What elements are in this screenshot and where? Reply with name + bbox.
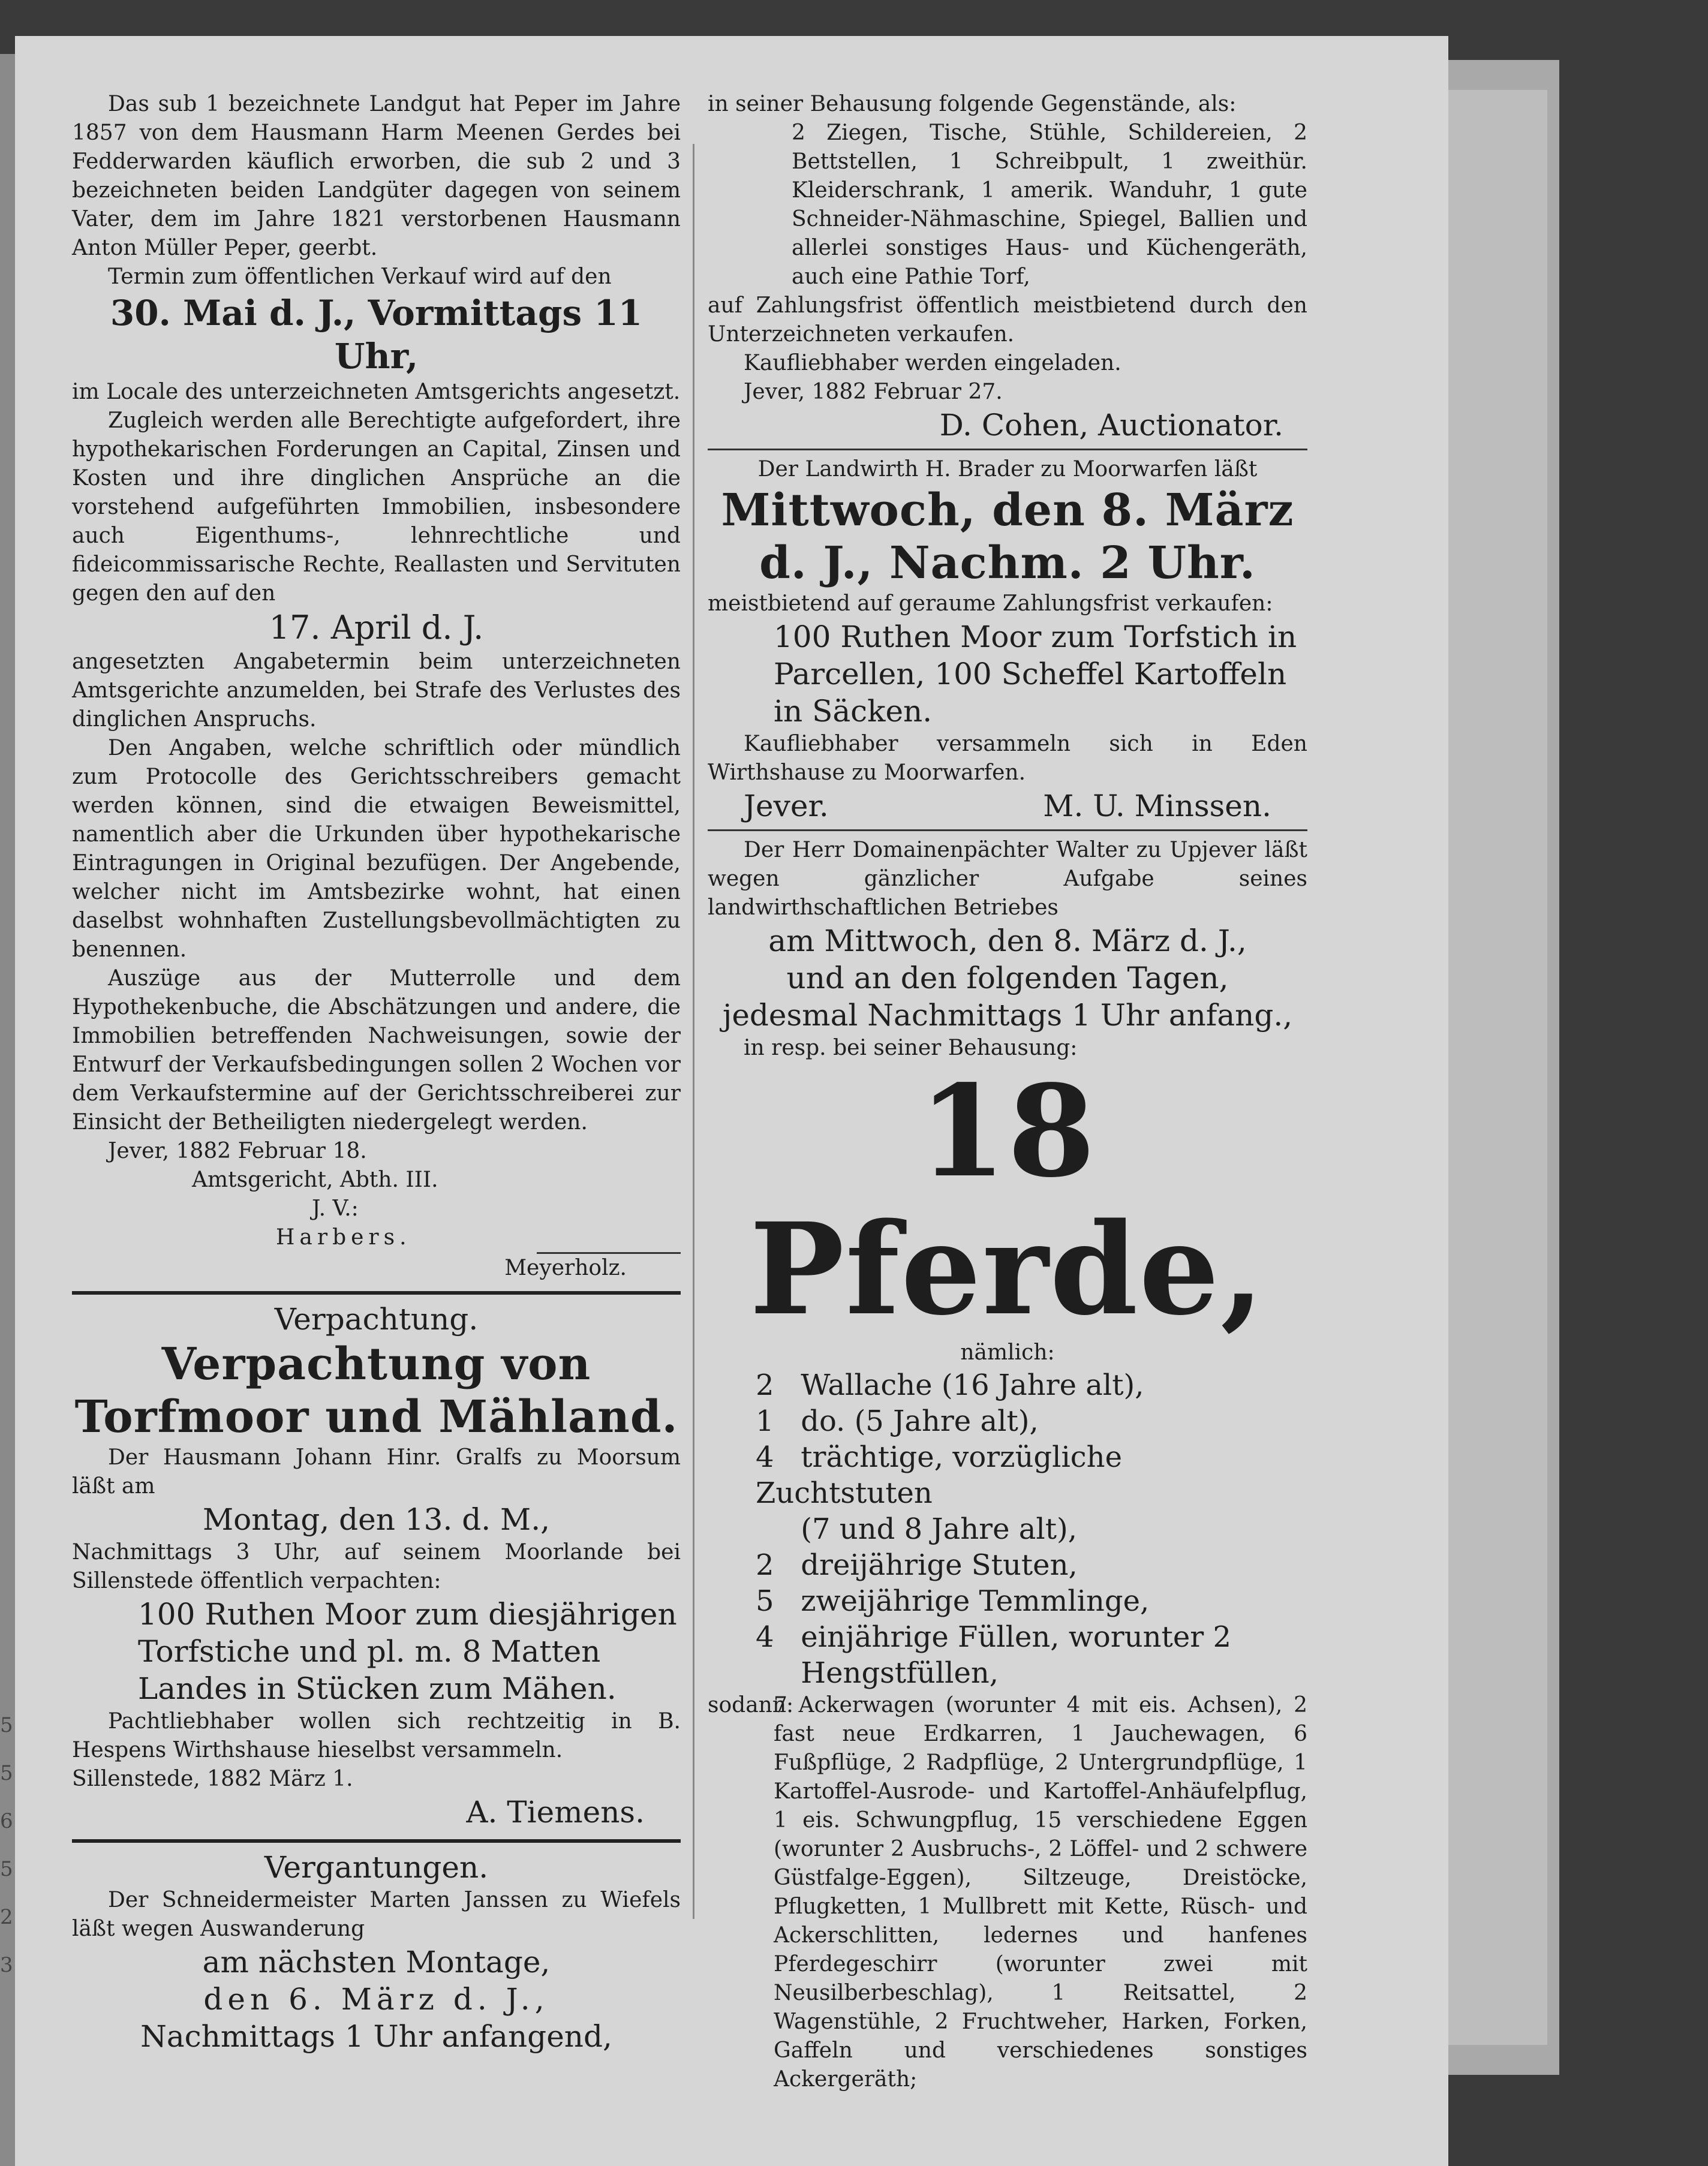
auction-date: den 6. März d. J., <box>203 1982 549 2017</box>
horse-item: Hengstfüllen, <box>801 1656 999 1690</box>
place-date: Sillenstede, 1882 März 1. <box>72 1767 353 1791</box>
paragraph: Pachtliebhaber wollen sich rechtzeitig in B. Hespens Wirthshause hieselbst versammeln. <box>72 1709 681 1762</box>
court-name: Amtsgericht, Abth. III. <box>192 1168 438 1192</box>
lease-item: 100 Ruthen Moor zum diesjährigen Torfstiche und pl. m. 8 Matten Landes in Stücken zum Mähen. <box>138 1597 677 1706</box>
place: Jever. <box>744 789 829 823</box>
on-behalf: J. V.: <box>312 1196 359 1221</box>
auction-time: jedesmal Nachmittags 1 Uhr anfang., <box>722 998 1293 1033</box>
lease-date: Montag, den 13. d. M., <box>202 1502 551 1537</box>
paragraph: Termin zum öffentlichen Verkauf wird auf den <box>108 264 612 289</box>
paragraph: Kaufliebhaber werden eingeladen. <box>744 351 1121 375</box>
section-title: Vergantungen. <box>264 1850 489 1885</box>
main-headline: 18 Pferde, <box>749 1057 1266 1343</box>
label: sodann: <box>708 1693 794 1717</box>
paragraph: auf Zahlungsfrist öffentlich meistbietend durch den Unterzeichneten verkaufen. <box>708 293 1307 347</box>
paragraph: meistbietend auf geraume Zahlungsfrist verkaufen: <box>708 591 1273 616</box>
paragraph: Der Herr Domainenpächter Walter zu Upjever läßt wegen gänzlicher Aufgabe seines landwirthschaftlichen Betriebes <box>708 838 1307 920</box>
section-rule <box>708 829 1307 831</box>
paragraph: in seiner Behausung folgende Gegenstände, als: <box>708 92 1237 116</box>
left-column <box>72 90 681 2069</box>
auction-date: 30. Mai d. J., Vormittags 11 Uhr, <box>110 293 643 377</box>
item-list: 2 Ziegen, Tische, Stühle, Schildereien, 2 Bettstellen, 1 Schreibpult, 1 zweithür. Kleiderschrank, 1 amerik. Wanduhr, 1 gute Schneider-Nähmaschine, Spiegel, Ballien und allerlei sonstiges Haus- und Küchengeräth, auch eine Pathie Torf, <box>792 121 1307 289</box>
place-date: Jever, 1882 Februar 27. <box>744 380 1003 404</box>
horse-item: 2 dreijährige Stuten, <box>756 1548 1078 1582</box>
column-divider <box>693 144 694 1919</box>
horse-item: 4 trächtige, vorzügliche Zuchtstuten <box>756 1440 1122 1510</box>
horse-item: 4 einjährige Füllen, worunter 2 <box>756 1620 1231 1654</box>
place-date: Jever, 1882 Februar 18. <box>108 1139 367 1163</box>
right-column <box>708 90 1307 2092</box>
sale-item: 100 Ruthen Moor zum Torfstich in Parcellen, 100 Scheffel Kartoffeln in Säcken. <box>774 619 1297 729</box>
margin-number: 3 <box>0 1953 13 1977</box>
signature: Harbers. <box>276 1225 411 1250</box>
paragraph: Kaufliebhaber versammeln sich in Eden Wirthshause zu Moorwarfen. <box>708 732 1307 785</box>
paragraph: Das sub 1 bezeichnete Landgut hat Peper im Jahre 1857 von dem Hausmann Harm Meenen Gerdes bei Fedderwarden käuflich erworben, die sub 2 und 3 bezeichneten beiden Landgüter dagegen von seinem Vater, dem im Jahre 1821 verstorbenen Hausmann Anton Müller Peper, geerbt. <box>72 92 681 260</box>
paragraph: Zugleich werden alle Berechtigte aufgefordert, ihre hypothekarischen Forderungen an Capital, Zinsen und Kosten und ihre dinglichen Ansprüche an die vorstehend aufgeführten Immobilien, insbesondere auch Eigenthums-, lehnrechtliche und fideicommissarische Rechte, Reallasten und Servituten gegen den auf den <box>72 408 681 606</box>
section-rule <box>72 1291 681 1295</box>
auction-time: Nachmittags 1 Uhr anfangend, <box>140 2019 612 2054</box>
auction-date: am Mittwoch, den 8. März d. J., <box>768 923 1247 958</box>
section-rule <box>72 1839 681 1843</box>
equipment-list <box>708 1691 1307 2094</box>
margin-number: 6 <box>0 1809 13 1833</box>
paragraph: in resp. bei seiner Behausung: <box>744 1036 1078 1060</box>
margin-numbers <box>0 1715 18 2003</box>
book-cover-inner <box>1439 90 1547 2045</box>
margin-number: 5 <box>0 1761 13 1785</box>
margin-number: 5 <box>0 1857 13 1881</box>
signature: A. Tiemens. <box>466 1795 645 1830</box>
section-rule <box>708 449 1307 450</box>
place-signature-row <box>708 787 1307 825</box>
headline-date: Mittwoch, den 8. März d. J., Nachm. 2 Uhr. <box>721 485 1294 589</box>
paragraph: angesetzten Angabetermin beim unterzeichneten Amtsgerichte anzumelden, bei Strafe des Verlustes des dinglichen Anspruchs. <box>72 649 681 732</box>
paragraph: Nachmittags 3 Uhr, auf seinem Moorlande bei Sillenstede öffentlich verpachten: <box>72 1540 681 1593</box>
equipment-text: 7 Ackerwagen (worunter 4 mit eis. Achsen), 2 fast neue Erdkarren, 1 Jauchewagen, 6 Fußpflüge, 2 Radpflüge, 2 Untergrundpflüge, 1 Kartoffel-Ausrode- und Kartoffel-Anhäufelpflug, 1 eis. Schwungpflug, 15 verschiedene Eggen (worunter 2 Ausbruchs-, 2 Löffel- und 2 schwere Güstfalge-Eggen), Siltzeuge, Dreistöcke, Pflugketten, 1 Mullbrett mit Kette, Rüsch- und Ackerschlitten, ledernes und hanfenes Pferdegeschirr (worunter zwei mit Neusilberbeschlag), 1 Reitsattel, 2 Wagenstühle, 2 Fruchtweher, Harken, Forken, Gaffeln und verschiedenes sonstiges Ackergeräth; <box>774 1693 1307 2092</box>
headline: Verpachtung von Torfmoor und Mähland. <box>74 1338 678 1443</box>
section-title: Verpachtung. <box>274 1302 479 1337</box>
paragraph: Auszüge aus der Mutterrolle und dem Hypothekenbuche, die Abschätzungen und andere, die Immobilien betreffenden Nachweisungen, sowie der Entwurf der Verkaufsbedingungen sollen 2 Wochen vor dem Verkaufstermine auf der Gerichtsschreiberei zur Einsicht der Betheiligten niedergelegt werden. <box>72 966 681 1135</box>
auction-date: am nächsten Montage, <box>202 1945 551 1980</box>
deadline-date: 17. April d. J. <box>269 609 484 646</box>
signature: M. U. Minssen. <box>1043 789 1271 823</box>
paragraph: Der Schneidermeister Marten Janssen zu Wiefels läßt wegen Auswanderung <box>72 1888 681 1941</box>
margin-number: 5 <box>0 1713 13 1737</box>
auction-date: und an den folgenden Tagen, <box>786 961 1229 995</box>
paragraph: im Locale des unterzeichneten Amtsgerichts angesetzt. <box>72 380 681 404</box>
label: nämlich: <box>960 1340 1055 1365</box>
signature: Meyerholz. <box>504 1256 627 1280</box>
paragraph: Der Hausmann Johann Hinr. Gralfs zu Moorsum läßt am <box>72 1445 681 1499</box>
paragraph: Der Landwirth H. Brader zu Moorwarfen läßt <box>757 457 1258 482</box>
paragraph: Den Angaben, welche schriftlich oder mündlich zum Protocolle des Gerichtsschreibers gemacht werden können, sind die etwaigen Beweismittel, namentlich aber die Urkunden über hypothekarische Eintragungen in Original bezufügen. Der Angebende, welcher nicht im Amtsbezirke wohnt, hat einen daselbst wohnhaften Zustellungsbevollmächtigten zu benennen. <box>72 736 681 962</box>
horse-item: 5 zweijährige Temmlinge, <box>756 1584 1150 1618</box>
margin-number: 2 <box>0 1905 13 1929</box>
horse-item: 1 do. (5 Jahre alt), <box>756 1404 1039 1438</box>
horse-item: (7 und 8 Jahre alt), <box>801 1512 1078 1546</box>
signature: D. Cohen, Auctionator. <box>939 408 1283 443</box>
horse-item: 2 Wallache (16 Jahre alt), <box>756 1368 1144 1402</box>
